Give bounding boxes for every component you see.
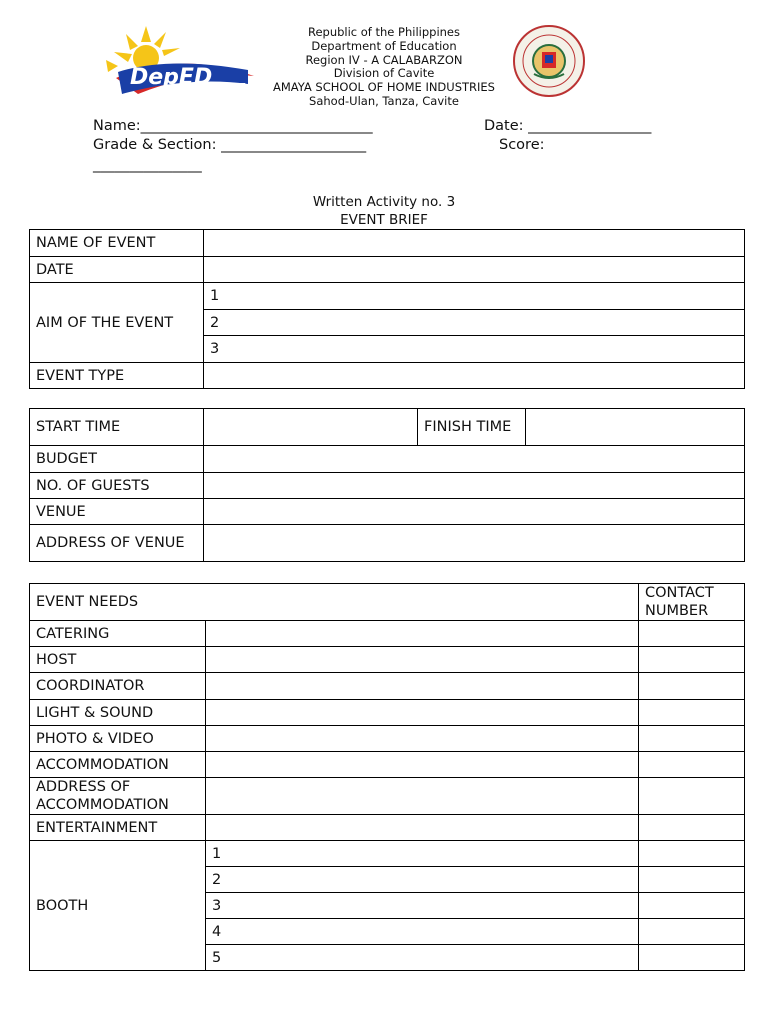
contact-number-header: CONTACT NUMBER [639,584,745,621]
booth-item[interactable]: 1 [206,841,639,867]
needs-row-input[interactable] [206,647,639,673]
event-info-table [29,229,745,389]
header-line-division: Division of Cavite [333,66,435,81]
aim-item[interactable]: 3 [204,336,745,363]
booth-item[interactable]: 5 [206,945,639,971]
aim-item[interactable]: 1 [204,283,745,310]
event-type-input[interactable] [204,363,745,389]
contact-input[interactable] [639,919,745,945]
header-line-address: Sahod-Ulan, Tanza, Cavite [309,93,459,108]
date-field[interactable]: Date: _________________ [484,118,652,134]
venue-label: VENUE [30,499,204,525]
school-header [0,26,768,109]
contact-input[interactable] [639,867,745,893]
contact-input[interactable] [639,778,745,815]
contact-input[interactable] [639,673,745,700]
header-line-deped: Department of Education [311,38,457,53]
start-time-input[interactable] [204,409,418,446]
needs-row-input[interactable] [206,621,639,647]
needs-row-input[interactable] [206,700,639,726]
header-line-school: AMAYA SCHOOL OF HOME INDUSTRIES [273,80,495,95]
name-of-event-label: NAME OF EVENT [30,230,204,257]
event-needs-header: EVENT NEEDS [30,584,639,621]
booth-item[interactable]: 3 [206,893,639,919]
school-seal-logo [512,24,586,98]
budget-label: BUDGET [30,446,204,473]
needs-row-label: CATERING [30,621,206,647]
needs-row-label: ADDRESS OF ACCOMMODATION [30,778,206,815]
name-field[interactable]: Name:________________________________ [93,118,373,134]
svg-text:CAVITE: CAVITE [206,82,246,93]
contact-input[interactable] [639,621,745,647]
header-line-republic: Republic of the Philippines [307,25,461,39]
date-label: DATE [30,257,204,283]
needs-row-label: LIGHT & SOUND [30,700,206,726]
needs-row-input[interactable] [206,726,639,752]
booth-item[interactable]: 4 [206,919,639,945]
needs-row-label: HOST [30,647,206,673]
aim-item[interactable]: 2 [204,310,745,336]
needs-row-label: ENTERTAINMENT [30,815,206,841]
event-needs-table [29,583,745,971]
needs-row-input[interactable] [206,673,639,700]
needs-row-input[interactable] [206,815,639,841]
booth-label: BOOTH [30,841,206,971]
event-logistics-table [29,408,745,562]
activity-subtitle: EVENT BRIEF [340,212,428,228]
venue-input[interactable] [204,499,745,525]
name-of-event-input[interactable] [204,230,745,257]
score-field-line[interactable]: _______________ [93,157,202,173]
address-venue-label: ADDRESS OF VENUE [30,525,204,562]
contact-input[interactable] [639,815,745,841]
contact-input[interactable] [639,752,745,778]
needs-row-input[interactable] [206,752,639,778]
finish-time-label: FINISH TIME [418,409,526,446]
svg-text:DepED: DepED [130,65,213,90]
contact-input[interactable] [639,841,745,867]
guests-label: NO. OF GUESTS [30,473,204,499]
score-label: Score: [499,137,545,153]
start-time-label: START TIME [30,409,204,446]
date-input[interactable] [204,257,745,283]
budget-input[interactable] [204,446,745,473]
grade-section-field[interactable]: Grade & Section: ____________________ [93,137,367,153]
needs-row-label: PHOTO & VIDEO [30,726,206,752]
contact-input[interactable] [639,893,745,919]
address-venue-input[interactable] [204,525,745,562]
event-type-label: EVENT TYPE [30,363,204,389]
contact-input[interactable] [639,945,745,971]
needs-row-input[interactable] [206,778,639,815]
guests-input[interactable] [204,473,745,499]
contact-input[interactable] [639,726,745,752]
aim-of-event-label: AIM OF THE EVENT [30,283,204,363]
activity-title: Written Activity no. 3 [312,194,456,210]
contact-input[interactable] [639,647,745,673]
needs-row-label: COORDINATOR [30,673,206,700]
contact-input[interactable] [639,700,745,726]
header-line-region: Region IV - A CALABARZON [305,52,463,67]
booth-item[interactable]: 2 [206,867,639,893]
finish-time-input[interactable] [526,409,745,446]
needs-row-label: ACCOMMODATION [30,752,206,778]
